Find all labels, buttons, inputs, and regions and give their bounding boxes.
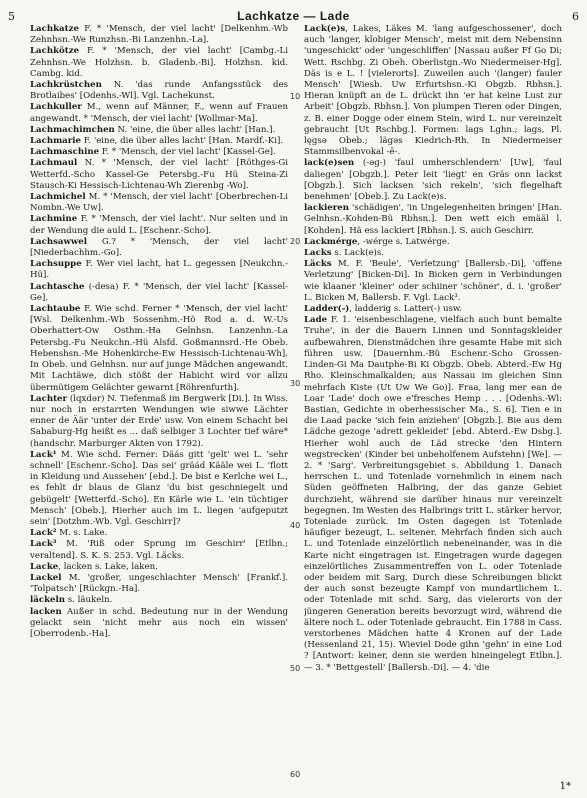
dictionary-entry (30, 394, 288, 450)
entry-text: F. Wie schd. Ferner * 'Mensch, der viel lacht' [Wsl. Delkenhm.-Wb Sossenhm.-Hö Rod a. d. W.-Us Oberhattert-Ow Osthm.-Ha Gelnhsn. Lanzenhn.-La Petersbg.-Fu Neukchn.-Hü Alsfd. Goßmannsrd.-He Obeb. Hebenshsn.-Me Hohenkirche-Ew Hessisch-Lichtenau-Wh]. In Obeb. und Gelnhsn. nur auf junge Mädchen angewandt. Mit Lachtäwe, dich stößt der Habicht wird vor allzu übermütigem Gelächter gewarnt [Röhrenfurth]. (30, 304, 288, 393)
printer-signature: 1* (559, 781, 571, 792)
entry-text: F. Wer viel lacht, hat L. gegessen [Neukchn.-Hü]. (30, 259, 288, 281)
entry-text: G.? * 'Mensch, der viel lacht' [Niederbachhm.-Go]. (30, 236, 288, 259)
entry-headword: Lachmaschine (30, 147, 100, 158)
entry-text: (-desa) F. * 'Mensch, der viel lacht' [Kassel-Ge]. (30, 281, 288, 303)
entry-headword: Lacks (304, 248, 332, 259)
page-header (0, 4, 587, 26)
entry-headword: Lacke (30, 561, 59, 572)
entry-text: , Lakes, Läkes M. 'lang aufgeschossener', doch auch 'langer, klobiger Mensch', meist mit dem Nebensinn 'ungeschickt' oder 'ungeschliffen' [Nassau außer Ff Go Di; Wett. Rschbg. Zi Obeh. Oberlistgn.-Wo Niedermeiser-Hg]. Däs is e L. ! [vielerorts]. Zuweilen auch '(langer) fauler Mensch' [Wiesb. Uw Erfurtshsn.-Ki Obgzb. Rbhsn.]. Hieran knüpft an de L. drückt ihn 'er hat keine Lust zur Arbeit' [Obgzb. Rbhsn.]. Von plumpen Tieren oder Dingen, z. B. einer Dogge oder einem Stein, wird L. nur vereinzelt gebraucht [Ut Rschbg.]. Formen: lags Lghn.; lags, Pl. lęgsə Obeb.; lägəs Kiedrich-Rh. In Niedermeiser Stammsilbenvokal -ē-. (304, 24, 562, 158)
entry-headword: Ladder(-) (304, 304, 350, 315)
line-number: 20 (290, 237, 301, 246)
entry-headword: Lachmine (30, 214, 78, 225)
dictionary-entry (30, 102, 288, 124)
entry-headword: Lachsawwel (30, 236, 88, 247)
dictionary-entry (304, 203, 562, 237)
dictionary-entry (30, 46, 288, 80)
dictionary-entry (30, 450, 288, 528)
running-title: Lachkatze — Lade (237, 9, 350, 23)
dictionary-entry (30, 595, 288, 606)
entry-text: M. * 'Mensch, der viel lacht' [Oberbrechen-Li Nombn.-We Uw]. (30, 192, 288, 214)
entry-text: 'schädigen', 'in Ungelegenheiten bringen' [Han. Gelnhsn.-Kohden-Bü Rbhsn.]. Den wett eich emääl l. [Kohden]. Hä ess lackiert [Rbhsn.]. S. auch Geschirr. (304, 203, 562, 236)
dictionary-entry (304, 315, 562, 674)
entry-headword: läckeln (30, 595, 66, 606)
dictionary-entry (30, 282, 288, 304)
line-number: 10 (290, 92, 301, 101)
dictionary-entry (30, 125, 288, 136)
entry-headword: Lade (304, 315, 328, 326)
entry-text: s. läukeln. (65, 595, 113, 606)
line-number: 40 (290, 521, 301, 530)
entry-headword: Lachkötze (30, 46, 80, 57)
entry-text: M. Wie schd. Ferner: Däás gitt 'gelt' wei L. 'sehr schnell' [Eschenr.-Scho]. Das sei' gräád Kääle wei L. 'flott in Kleidung und Aussehen' [ebd.]. De bist e Kerlche wei L., es fehlt dr blaus de Glanz 'du bist geschniegelt und gebügelt' [Wetterfd.-Scho]. En Kärle wie L. 'ein tüchtiger Mensch' [Obeb.]. Hierher auch im L. liegen 'aufgeputzt sein' [Dotzhm.-Wb. Vgl. Geschirr]? (30, 449, 288, 527)
entry-text: Außer in schd. Bedeutung nur in der Wendung gelackt sein 'nicht mehr aus noch ein wissen' [Oberrodenb.-Ha]. (30, 606, 288, 639)
entry-text: N. 'eine, die über alles lacht' [Han.]. (114, 124, 276, 135)
entry-text: M. 'großer, ungeschlachter Mensch' [Frankf.]. 'Tolpatsch' [Rückgn.-Ha]. (30, 572, 288, 595)
entry-text: N. * 'Mensch, der viel lacht' [Röthges-Gi Wetterfd.-Scho Kassel-Ge Petersbg.-Fu Hü Steina-Zi Stausch-Ki Hessisch-Lichtenau-Wh Zierenbg -Wo]. (30, 158, 288, 191)
entry-text: (-əg-) 'faul umherschlendern' [Uw], 'faul daliegen' [Obgzb.]. Peter leit 'liegt' en Gräs onn lackst [Obgzb.]. Sich lacksen 'sich rekeln', 'sich flegelhaft benehmen' [Obeb.]. Zu Lack(e)s. (304, 158, 562, 203)
entry-text: F. * 'Mensch, der viel lacht' [Kassel-Ge]. (99, 147, 276, 158)
entry-headword: Lack¹ (30, 449, 57, 460)
dictionary-entry (30, 573, 288, 595)
dictionary-entry (30, 24, 288, 46)
entry-headword: Lachmachimchen (30, 124, 115, 135)
line-number: 30 (290, 379, 301, 388)
dictionary-entry (30, 304, 288, 394)
entry-text: M. F. 'Beule', 'Verletzung' [Ballersb.-Di], 'offene Verletzung' [Bicken-Di]. In Bicken gern in Verbindungen wie klaaner 'kleiner' oder schiiner 'schöner', d. i. 'großer' L. Bicken M, Ballersb. F. Vgl. Lack³. (304, 259, 562, 303)
entry-headword: Lachmaul (30, 158, 78, 169)
entry-headword: Lackel (30, 572, 62, 583)
entry-text: M., wenn auf Männer, F., wenn auf Frauen angewandt. * 'Mensch, der viel lacht' [Wollmar-Ma]. (30, 102, 288, 124)
entry-headword: Lachter (30, 393, 68, 404)
entry-text: F. 'eine, die über alles lacht' [Han. Mardf.-Ki]. (81, 136, 284, 147)
dictionary-entry (30, 147, 288, 158)
entry-headword: Lack³ (30, 539, 57, 550)
entry-text: M. 'Riß oder Sprung im Geschirr' [Etlbn.; veraltend]. S. K. S. 253. Vgl. Läcks. (30, 539, 288, 561)
dictionary-entry (304, 237, 562, 248)
dictionary-entry (30, 136, 288, 147)
dictionary-entry (304, 248, 562, 259)
dictionary-entry (304, 259, 562, 304)
entry-text: , lacken s. Lake, laken. (58, 561, 158, 572)
entry-text: F. 1. 'eisenbeschlagene, vielfach auch bunt bemalte Truhe', in der die Bauern Linnen und Sonntagskleider aufbewahren, Dienstmädchen ihre gesamte Habe mit sich führen usw. [Dauernhm.-Bü Eschenr.-Scho Grossen-Linden-Gi Ma Dautphe-Bi Ki Obgzb. Obeb. Abterd.-Ew Hg Rho. Kleinschmalkalden; aus Nassau im gleichen Sinn mehrfach Kiste (Ut Uw We Go)]. Fraa, lang mer ean de Loar 'Lade' doch owe e'fresches Hemp . . . [Odenhs.-Wl: Bastian, Gedichte in oberhessischer Ma., S. 6]. Tien e in die Laad packe 'sich fein anziehen' [Obgzb.]. Bie aus dem Lädche gezoge 'adrett gekleidet' [ebd. Abterd.-Ew Dsbg.]. Hierher wohl auch de Läd strecke 'den Hintern wegstrecken' (Kinder bei unbeholfenem Aufstehn) [We]. — 2. * 'Sarg'. Verbreitungsgebiet s. Abbildung 1. Danach herrschen L. und Totenlade vornehmlich in einem nach Süden geöffneten Halbring, der das ganze Gebiet durchzieht, während sie darüber hinaus nur vereinzelt begegnen. Im Westen des Halbrings tritt L. stärker hervor, Totenlade zurück. Im Osten dagegen ist Totenlade häufiger bezeugt, L. seltener. Mehrfach finden sich auch L. und Totenlade einzelörtlich nebeneinander, was in die Karte nicht eingetragen ist. Eingetragen wurde dagegen einzelörtliches Zusammentreffen von L. oder Totenlade oder beidem mit Sarg. Durch diese Schreibungen blickt der auch sonst bezeugte Kampf von mundartlichem L. oder Totenlade mit schd. Sarg, das vielerorts von der jüngeren Generation bereits bevorzugt wird, während die ältere noch L. oder Totenlade gebraucht. Ein 1788 in Cass. verstorbenes Mädchen hatte 4 Kronen auf der Lade (Hessenland 21, 15). Wieviel Dode gihn 'gehn' in eine Lod ? [Antwort: keiner, denn sie werden hineingelegt Etlbn.]. — 3. * 'Bettgestell' [Ballersb.-Di]. — 4. 'die (304, 315, 562, 673)
entry-headword: Lachkatze (30, 24, 79, 34)
entry-text: F. * 'Mensch, der viel lacht' [Cambg.-Li Zehnhsn.-We Holzhsn. b. Gladenb.-Bi]. Holzhsn. kid. Cambg. kid. (30, 46, 288, 79)
entry-text: F. * 'Mensch, der viel lacht' [Delkenhm.-Wb Zehnhsn.-We Runzhsn.-Bi Lanzenhn.-La]. (30, 24, 288, 46)
entry-headword: Lack² (30, 528, 57, 539)
dictionary-entry (30, 237, 288, 259)
dictionary-entry (30, 607, 288, 641)
entry-headword: Lachkrüstchen (30, 80, 102, 91)
dictionary-entry (30, 80, 288, 102)
dictionary-entry (30, 528, 288, 539)
dictionary-entry (30, 562, 288, 573)
line-number: 60 (290, 770, 301, 779)
page-number-left: 5 (8, 10, 15, 23)
entry-headword: Lachtasche (30, 281, 85, 292)
entry-headword: Lachmarie (30, 136, 82, 147)
right-column (304, 24, 562, 774)
entry-headword: Lachtaube (30, 304, 81, 315)
dictionary-entry (30, 214, 288, 236)
entry-headword: Lackmérge (304, 236, 358, 247)
left-column (30, 24, 288, 774)
entry-text: F. * 'Mensch, der viel lacht'. Nur selten und in der Wendung die auld L. [Eschenr.-Scho]. (30, 214, 288, 236)
entry-text: , -wérge s. Latwérge. (357, 236, 450, 247)
entry-headword: lackieren (304, 203, 349, 214)
entry-headword: lack(e)sen (304, 158, 355, 169)
entry-text: (lqxdər) N. Tiefenmaß im Bergwerk [Di.]. In Wiss. nur noch in erstarrten Wendungen wie siwwe Lächter enner de Äär 'unter der Erde' usw. Von einem Schacht bei Sababurg-Hg heißt es ... daß selbiger 3 Lochter tief wäre* (handschr. Marburger Akten von 1792). (30, 393, 288, 449)
line-number: 50 (290, 664, 301, 673)
entry-text: , ladderig s. Latter(-) usw. (349, 304, 462, 315)
entry-text: M. s. Lake. (56, 528, 108, 539)
entry-headword: Lachkuller (30, 102, 82, 113)
entry-headword: Lack(e)s (304, 24, 346, 34)
dictionary-entry (30, 539, 288, 561)
page-number-right: 6 (572, 10, 579, 23)
dictionary-entry (30, 259, 288, 281)
entry-headword: Läcks (304, 259, 332, 270)
dictionary-entry (304, 158, 562, 203)
entry-text: N. 'das runde Anfangsstück des Brotlaibes' [Odenhs.-Wl]. Vgl. Lachekunst. (30, 80, 288, 102)
entry-text: s. Lack(e)s. (331, 248, 385, 259)
dictionary-entry (304, 24, 562, 158)
entry-headword: Lachmichel (30, 192, 86, 203)
dictionary-entry (30, 192, 288, 214)
entry-headword: Lachsuppe (30, 259, 82, 270)
entry-headword: lacken (30, 606, 62, 617)
dictionary-entry (30, 158, 288, 192)
dictionary-entry (304, 304, 562, 315)
